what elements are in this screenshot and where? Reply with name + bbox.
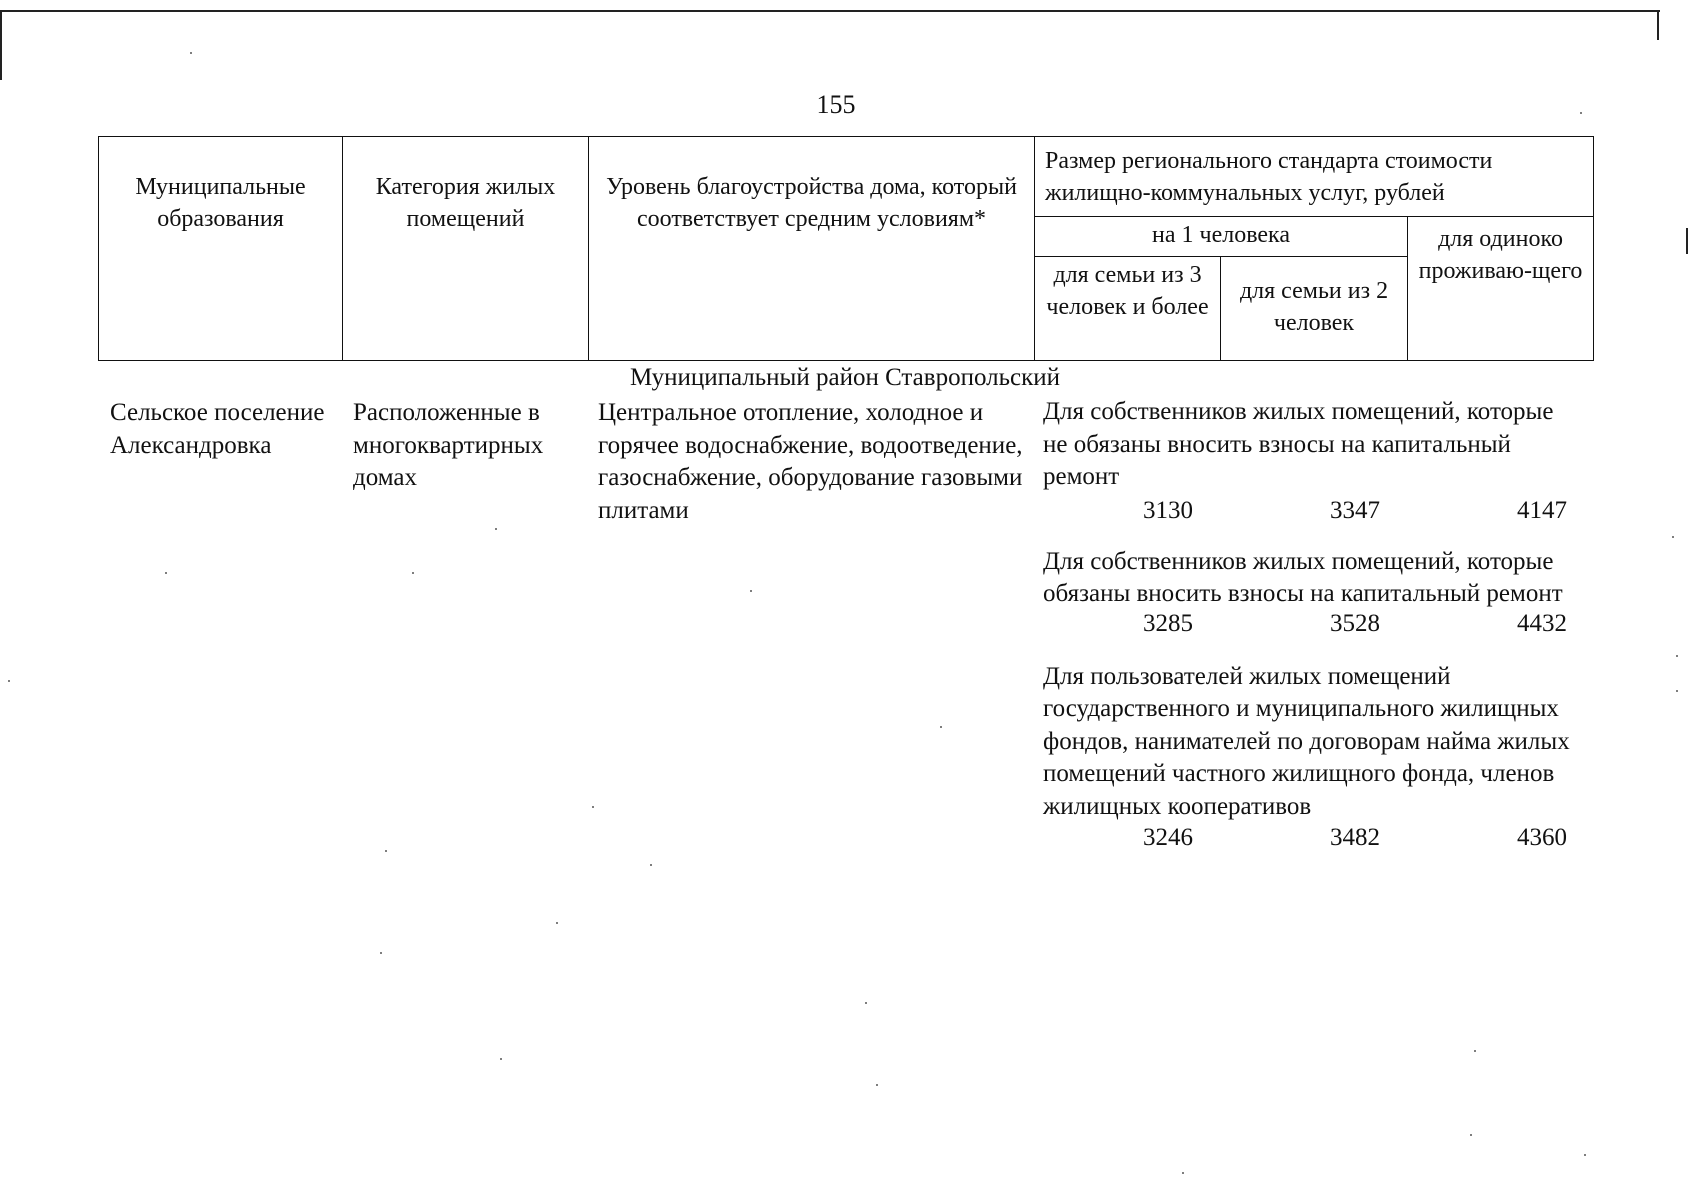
value-family3: 3246: [1143, 823, 1193, 851]
scan-speck: [750, 590, 752, 592]
improvement-level: Центральное отопление, холодное и горячее водоснабжение, водоотведение, газоснабжение, оборудование газовыми плитами: [598, 399, 1023, 524]
municipal-name: Сельское поселение Александровка: [110, 399, 325, 459]
scan-speck: [165, 572, 167, 574]
scan-speck: [865, 1002, 867, 1004]
header-standard: Размер регионального стандарта стоимости жилищно-коммунальных услуг, рублей: [1035, 137, 1594, 217]
table-header: [98, 136, 1594, 361]
group-owners-capital: [1043, 546, 1573, 639]
group-title: Для пользователей жилых помещений государственного и муниципального жилищных фондов, нанимателей по договорам найма жилых помещений частного жилищного фонда, членов жилищных кооперативов: [1043, 662, 1570, 820]
value-family3: 3285: [1143, 610, 1193, 638]
value-family2: 3528: [1330, 610, 1380, 638]
scan-speck: [592, 806, 594, 808]
value-family3: 3130: [1143, 497, 1193, 525]
scan-speck: [1470, 1134, 1472, 1136]
scan-speck: [1584, 1154, 1586, 1156]
page-number: 155: [816, 90, 856, 119]
values-row: [1043, 823, 1573, 853]
scan-border-left: [0, 10, 2, 80]
scan-speck: [1672, 536, 1674, 538]
header-family3: для семьи из 3 человек и более: [1035, 257, 1221, 361]
value-family2: 3482: [1330, 823, 1380, 851]
scan-speck: [1580, 112, 1582, 114]
scan-speck: [500, 1058, 502, 1060]
group-owners-no-capital: [1043, 396, 1573, 530]
scan-speck: [412, 572, 414, 574]
scan-speck: [8, 680, 10, 682]
scan-speck: [1182, 1172, 1184, 1174]
scan-speck: [650, 864, 652, 866]
value-single: 4432: [1517, 610, 1567, 638]
district-title: Муниципальный район Ставропольский: [629, 364, 1060, 391]
scan-border-top: [0, 10, 1660, 12]
value-family2: 3347: [1330, 497, 1380, 525]
standard-values: [1043, 396, 1573, 869]
scan-speck: [1676, 690, 1678, 692]
scan-speck: [876, 1084, 878, 1086]
group-tenants: [1043, 661, 1573, 854]
header-family2: для семьи из 2 человек: [1221, 257, 1408, 361]
group-title: Для собственников жилых помещений, которые обязаны вносить взносы на капитальный ремонт: [1043, 547, 1563, 607]
header-single: для одиноко проживаю-щего: [1408, 217, 1594, 361]
header-per-person: на 1 человека: [1035, 217, 1408, 257]
scan-mark-right: [1686, 228, 1688, 254]
scan-speck: [380, 952, 382, 954]
group-title: Для собственников жилых помещений, которые не обязаны вносить взносы на капитальный ремонт: [1043, 398, 1554, 490]
scan-speck: [1474, 1050, 1476, 1052]
value-single: 4360: [1517, 823, 1567, 851]
value-single: 4147: [1517, 497, 1567, 525]
scan-border-right: [1657, 10, 1659, 40]
values-row: [1043, 494, 1573, 530]
scan-speck: [940, 726, 942, 728]
scan-speck: [190, 52, 192, 54]
values-row: [1043, 611, 1573, 639]
scan-speck: [556, 922, 558, 924]
scan-speck: [1676, 655, 1678, 657]
scan-speck: [495, 528, 497, 530]
housing-category: Расположенные в многоквартирных домах: [353, 399, 544, 491]
header-category: Категория жилых помещений: [343, 137, 589, 361]
header-municipal: Муниципальные образования: [99, 137, 343, 361]
scan-speck: [385, 850, 387, 852]
header-level: Уровень благоустройства дома, который соответствует средним условиям*: [589, 137, 1035, 361]
